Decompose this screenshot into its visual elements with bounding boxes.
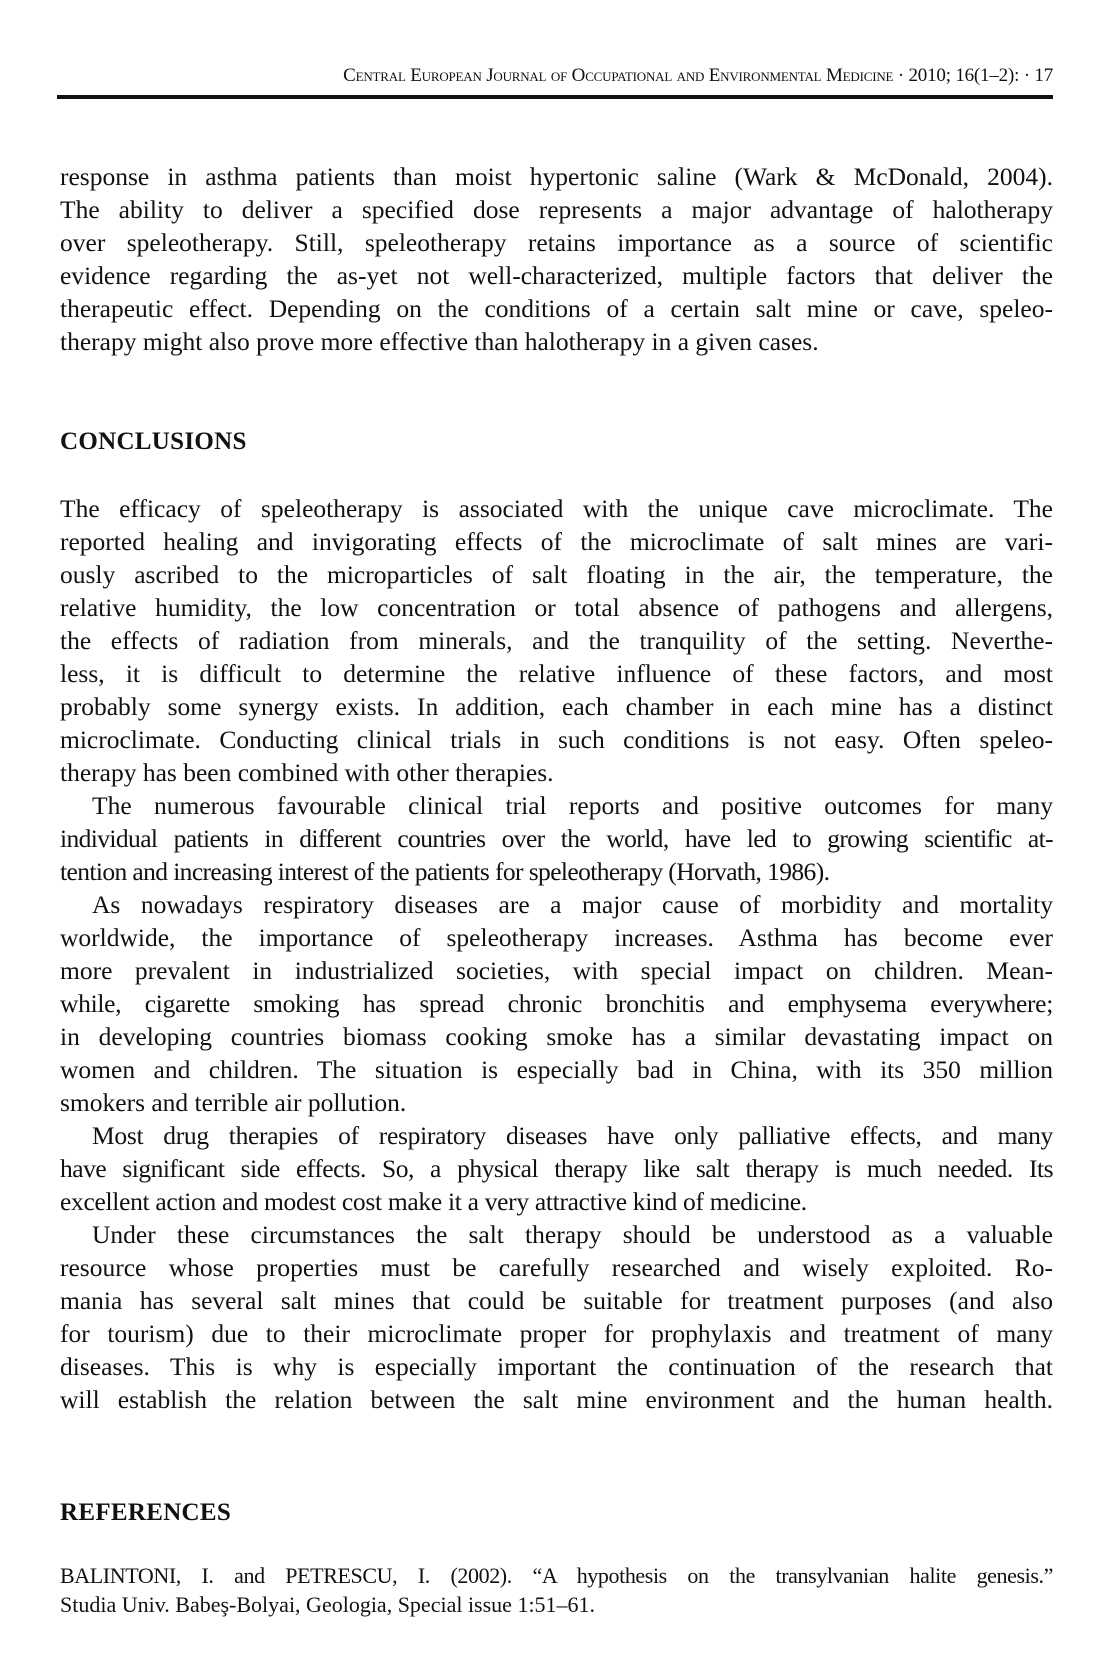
header-rule [57, 95, 1053, 99]
references-heading: REFERENCES [60, 1499, 232, 1526]
text-line: for tourism) due to their microclimate proper for prophylaxis and treatment of many [60, 1319, 1053, 1348]
text-line: worldwide, the importance of speleotherapy increases. Asthma has become ever [60, 923, 1053, 952]
reference-item [60, 1561, 1053, 1619]
text-line: reported healing and invigorating effects of the microclimate of salt mines are vari- [60, 527, 1053, 556]
text-line: while, cigarette smoking has spread chronic bronchitis and emphysema everywhere; [60, 989, 1053, 1018]
conclusions-paragraph-1 [60, 492, 1053, 1416]
text-line: probably some synergy exists. In addition, each chamber in each mine has a distinct [60, 692, 1053, 721]
text-line: The efficacy of speleotherapy is associated with the unique cave microclimate. The [60, 494, 1053, 523]
text-line: resource whose properties must be carefully researched and wisely exploited. Ro- [60, 1253, 1053, 1282]
text-line: response in asthma patients than moist hypertonic saline (Wark & McDonald, 2004). [60, 162, 1053, 191]
text-line: tention and increasing interest of the patients for speleotherapy (Horvath, 1986). [60, 857, 830, 886]
text-line: excellent action and modest cost make it a very attractive kind of medicine. [60, 1187, 807, 1216]
text-line: individual patients in different countries over the world, have led to growing scientific at- [60, 824, 1053, 853]
text-line: in developing countries biomass cooking smoke has a similar devastating impact on [60, 1022, 1053, 1051]
text-line: the effects of radiation from minerals, and the tranquility of the setting. Neverthe- [60, 626, 1053, 655]
conclusions-heading: CONCLUSIONS [60, 428, 247, 455]
text-line: will establish the relation between the salt mine environment and the human health. [60, 1385, 1053, 1414]
text-line: microclimate. Conducting clinical trials in such conditions is not easy. Often speleo- [60, 725, 1053, 754]
reference-line: BALINTONI, I. and PETRESCU, I. (2002). “A hypothesis on the transylvanian halite genesis.” [60, 1563, 1053, 1588]
text-line: As nowadays respiratory diseases are a major cause of morbidity and mortality [92, 890, 1053, 919]
text-line: have significant side effects. So, a physical therapy like salt therapy is much needed. Its [60, 1154, 1053, 1183]
text-line: less, it is difficult to determine the relative influence of these factors, and most [60, 659, 1053, 688]
text-line: relative humidity, the low concentration or total absence of pathogens and allergens, [60, 593, 1053, 622]
continued-paragraph [60, 160, 1053, 358]
text-line: more prevalent in industrialized societies, with special impact on children. Mean- [60, 956, 1053, 985]
text-line: Most drug therapies of respiratory diseases have only palliative effects, and many [92, 1121, 1053, 1150]
text-line: therapeutic effect. Depending on the conditions of a certain salt mine or cave, speleo- [60, 294, 1053, 323]
text-line: The ability to deliver a specified dose represents a major advantage of halotherapy [60, 195, 1053, 224]
text-line: smokers and terrible air pollution. [60, 1088, 407, 1117]
text-line: therapy has been combined with other therapies. [60, 758, 554, 787]
journal-title: Central European Journal of Occupational and Environmental Medicine [343, 65, 894, 86]
issue-citation: · 2010; 16(1–2): · 17 [897, 65, 1053, 86]
text-line: The numerous favourable clinical trial reports and positive outcomes for many [92, 791, 1053, 820]
text-line: evidence regarding the as-yet not well-characterized, multiple factors that deliver the [60, 261, 1053, 290]
text-line: over speleotherapy. Still, speleotherapy retains importance as a source of scientific [60, 228, 1053, 257]
running-header [60, 64, 1053, 88]
text-line: mania has several salt mines that could be suitable for treatment purposes (and also [60, 1286, 1053, 1315]
reference-line: Studia Univ. Babeş-Bolyai, Geologia, Special issue 1:51–61. [60, 1592, 596, 1617]
text-line: therapy might also prove more effective than halotherapy in a given cases. [60, 327, 819, 356]
text-line: ously ascribed to the microparticles of salt floating in the air, the temperature, the [60, 560, 1053, 589]
text-line: women and children. The situation is especially bad in China, with its 350 million [60, 1055, 1053, 1084]
text-line: diseases. This is why is especially important the continuation of the research that [60, 1352, 1053, 1381]
text-line: Under these circumstances the salt therapy should be understood as a valuable [92, 1220, 1053, 1249]
